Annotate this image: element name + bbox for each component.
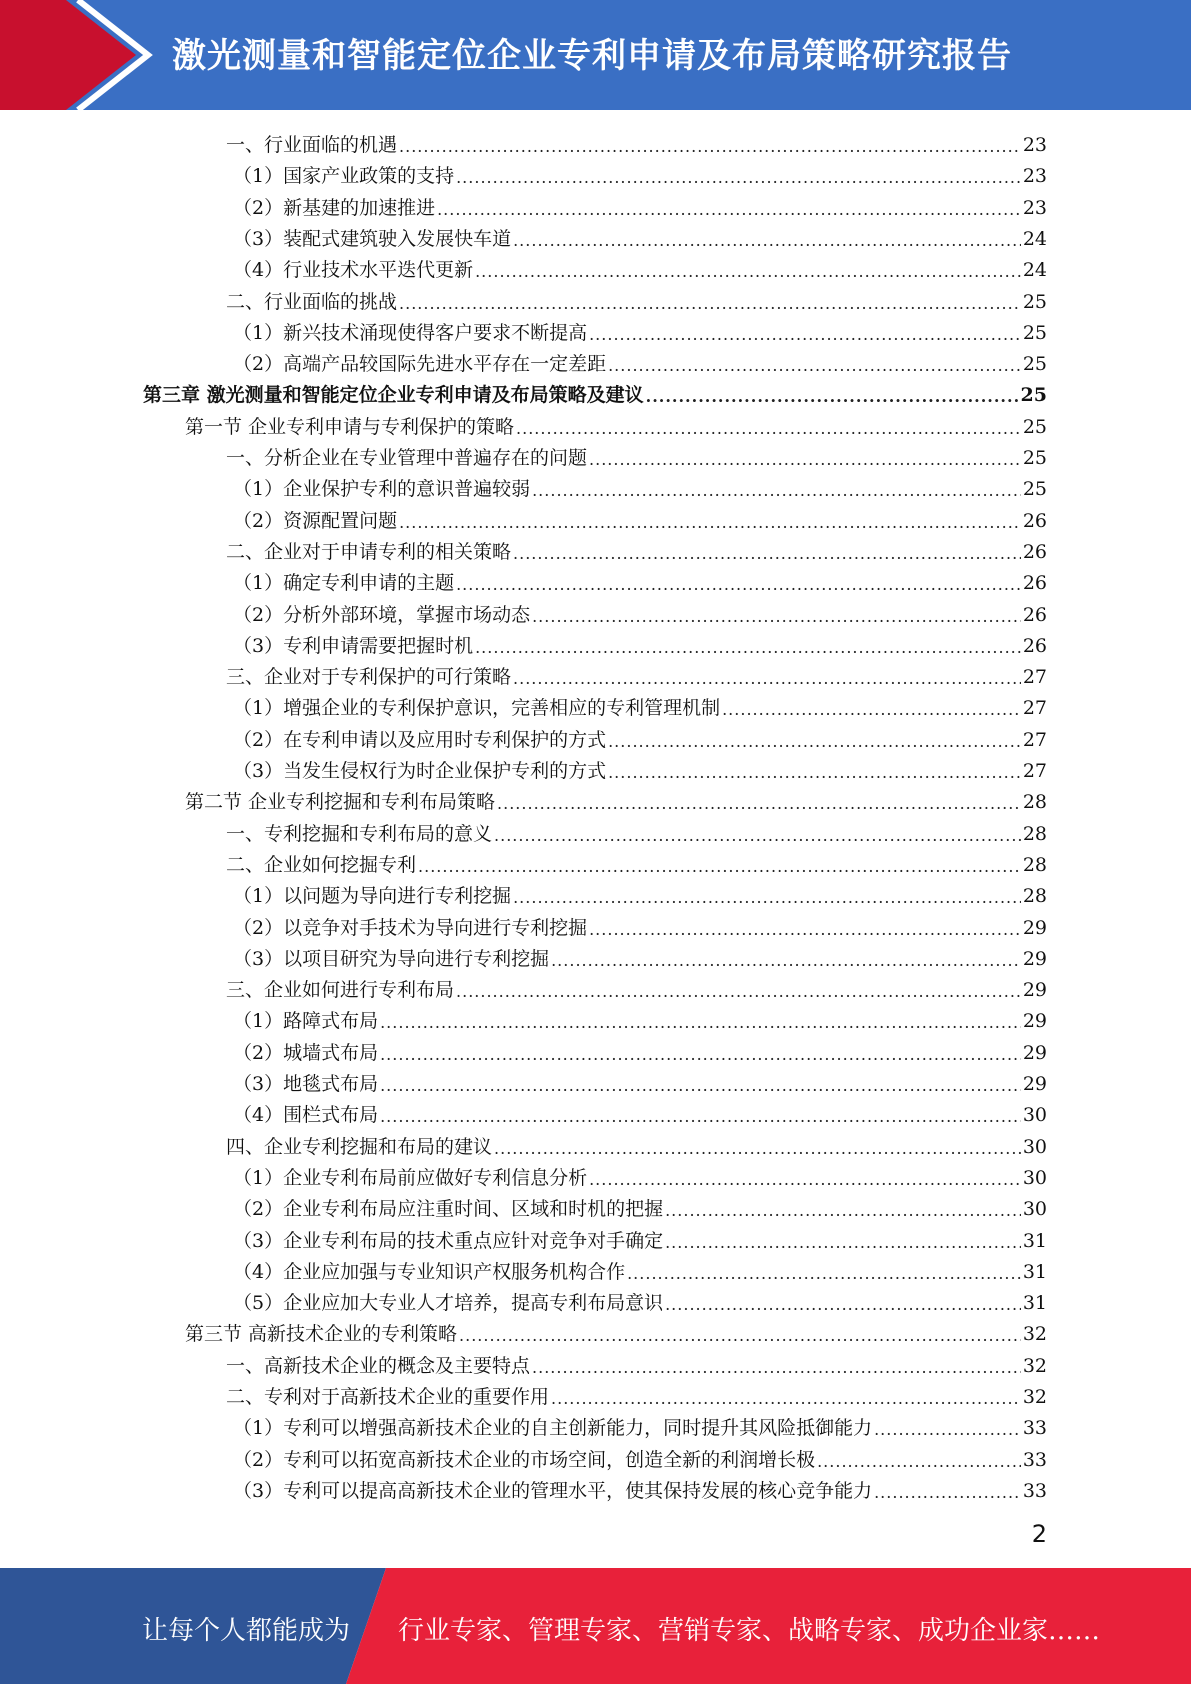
toc-leader-dots	[608, 762, 1021, 784]
toc-entry-title: 二、企业对于申请专利的相关策略	[226, 540, 512, 563]
toc-entry[interactable]	[226, 127, 1047, 158]
toc-entry[interactable]	[226, 847, 1047, 878]
toc-entry-title: 第三章 激光测量和智能定位企业专利申请及布局策略及建议	[143, 384, 644, 407]
toc-entry[interactable]	[185, 1316, 1047, 1347]
toc-leader-dots	[589, 919, 1021, 941]
toc-chapter-entry[interactable]	[143, 377, 1047, 408]
toc-leader-dots	[399, 293, 1021, 315]
toc-entry-page: 25	[1022, 321, 1047, 344]
toc-entry[interactable]	[233, 597, 1047, 628]
toc-leader-dots	[532, 606, 1021, 628]
toc-entry[interactable]	[233, 190, 1047, 221]
toc-entry[interactable]	[226, 534, 1047, 565]
toc-entry-title: 第二节 企业专利挖掘和专利布局策略	[185, 791, 496, 814]
toc-leader-dots	[551, 950, 1021, 972]
toc-entry[interactable]	[233, 1254, 1047, 1285]
toc-entry-title: （2）企业专利布局应注重时间、区域和时机的把握	[233, 1198, 664, 1221]
toc-leader-dots	[874, 1419, 1021, 1441]
toc-entry[interactable]	[233, 1191, 1047, 1222]
toc-entry[interactable]	[226, 972, 1047, 1003]
toc-entry-page: 25	[1020, 384, 1047, 407]
toc-entry[interactable]	[233, 1442, 1047, 1473]
toc-entry-page: 31	[1022, 1292, 1047, 1315]
toc-leader-dots	[380, 1044, 1021, 1066]
toc-leader-dots	[418, 856, 1021, 878]
toc-leader-dots	[532, 1357, 1021, 1379]
toc-entry-title: 三、企业对于专利保护的可行策略	[226, 666, 512, 689]
toc-entry[interactable]	[233, 315, 1047, 346]
toc-leader-dots	[874, 1482, 1021, 1504]
toc-entry[interactable]	[185, 784, 1047, 815]
toc-leader-dots	[608, 731, 1021, 753]
toc-entry[interactable]	[233, 1003, 1047, 1034]
toc-entry-title: （4）行业技术水平迭代更新	[233, 259, 474, 282]
toc-entry[interactable]	[233, 565, 1047, 596]
toc-entry[interactable]	[233, 753, 1047, 784]
toc-entry-title: （5）企业应加大专业人才培养，提高专利布局意识	[233, 1292, 664, 1315]
toc-leader-dots	[665, 1294, 1021, 1316]
toc-entry-page: 27	[1022, 697, 1047, 720]
toc-entry-title: （3）以项目研究为导向进行专利挖掘	[233, 947, 550, 970]
toc-entry-page: 27	[1022, 728, 1047, 751]
toc-leader-dots	[456, 167, 1021, 189]
toc-entry-title: （3）专利申请需要把握时机	[233, 634, 474, 657]
toc-entry-title: 四、企业专利挖掘和布局的建议	[226, 1135, 493, 1158]
toc-entry[interactable]	[233, 628, 1047, 659]
toc-entry-title: 一、行业面临的机遇	[226, 134, 398, 156]
toc-leader-dots	[589, 449, 1021, 471]
toc-leader-dots	[513, 668, 1021, 690]
toc-leader-dots	[399, 512, 1021, 534]
toc-entry-title: （1）路障式布局	[233, 1010, 379, 1033]
toc-entry-page: 27	[1022, 760, 1047, 782]
toc-entry-page: 25	[1022, 353, 1047, 376]
toc-entry-page: 31	[1022, 1229, 1047, 1252]
toc-entry-title: 第三节 高新技术企业的专利策略	[185, 1323, 458, 1346]
toc-entry[interactable]	[233, 878, 1047, 909]
toc-entry[interactable]	[233, 1160, 1047, 1191]
toc-entry-page: 32	[1022, 1386, 1047, 1408]
toc-entry-page: 29	[1022, 947, 1047, 970]
toc-entry[interactable]	[233, 1285, 1047, 1316]
toc-entry-page: 29	[1022, 1010, 1047, 1033]
toc-leader-dots	[399, 136, 1021, 158]
toc-entry-title: 第一节 企业专利申请与专利保护的策略	[185, 415, 515, 438]
toc-entry-title: （1）新兴技术涌现使得客户要求不断提高	[233, 321, 588, 344]
toc-entry[interactable]	[233, 1410, 1047, 1441]
toc-leader-dots	[475, 637, 1021, 659]
toc-entry-page: 24	[1022, 259, 1047, 282]
toc-entry[interactable]	[233, 346, 1047, 377]
page-number: 2	[1031, 1520, 1047, 1548]
toc-entry[interactable]	[226, 440, 1047, 471]
toc-leader-dots	[456, 574, 1021, 596]
toc-leader-dots	[494, 825, 1021, 847]
toc-entry[interactable]	[233, 158, 1047, 189]
page-header	[0, 0, 1191, 110]
toc-entry[interactable]	[226, 284, 1047, 315]
toc-entry[interactable]	[233, 1035, 1047, 1066]
toc-entry[interactable]	[226, 816, 1047, 847]
toc-leader-dots	[608, 355, 1021, 377]
toc-entry[interactable]	[226, 1129, 1047, 1160]
toc-leader-dots	[459, 1325, 1021, 1347]
toc-entry-page: 26	[1022, 634, 1047, 657]
toc-entry-title: （4）企业应加强与专业知识产权服务机构合作	[233, 1260, 626, 1283]
toc-entry-page: 26	[1022, 540, 1047, 563]
toc-entry[interactable]	[233, 1066, 1047, 1097]
report-title: 激光测量和智能定位企业专利申请及布局策略研究报告	[172, 36, 1012, 76]
toc-entry-page: 27	[1022, 666, 1047, 689]
toc-entry-page: 33	[1022, 1448, 1047, 1471]
toc-entry-page: 30	[1022, 1166, 1047, 1189]
toc-leader-dots	[437, 199, 1021, 221]
toc-leader-dots	[665, 1200, 1021, 1222]
toc-leader-dots	[456, 981, 1021, 1003]
toc-entry[interactable]	[233, 252, 1047, 283]
toc-leader-dots	[513, 543, 1021, 565]
toc-entry-title: （3）地毯式布局	[233, 1073, 379, 1095]
toc-entry[interactable]	[233, 221, 1047, 252]
toc-leader-dots	[551, 1388, 1021, 1410]
toc-entry-page: 28	[1022, 791, 1047, 814]
toc-entry-title: 二、企业如何挖掘专利	[226, 853, 417, 876]
toc-entry-page: 28	[1022, 885, 1047, 908]
toc-leader-dots	[380, 1106, 1021, 1128]
toc-entry-page: 25	[1022, 290, 1047, 313]
toc-entry-title: 一、分析企业在专业管理中普遍存在的问题	[226, 447, 588, 469]
toc-leader-dots	[722, 699, 1021, 721]
toc-leader-dots	[513, 887, 1021, 909]
toc-entry-title: （1）企业专利布局前应做好专利信息分析	[233, 1166, 588, 1189]
toc-entry-title: （2）专利可以拓宽高新技术企业的市场空间，创造全新的利润增长极	[233, 1448, 816, 1471]
toc-entry-title: （2）新基建的加速推进	[233, 196, 436, 219]
toc-entry-page: 23	[1022, 134, 1047, 156]
toc-entry-title: 二、行业面临的挑战	[226, 290, 398, 313]
toc-entry-page: 28	[1022, 853, 1047, 876]
toc-leader-dots	[380, 1075, 1021, 1097]
toc-entry[interactable]	[233, 910, 1047, 941]
toc-entry-title: 一、高新技术企业的概念及主要特点	[226, 1354, 531, 1377]
toc-entry[interactable]	[233, 1223, 1047, 1254]
toc-leader-dots	[494, 1138, 1021, 1160]
toc-entry-title: （1）专利可以增强高新技术企业的自主创新能力，同时提升其风险抵御能力	[233, 1417, 873, 1440]
toc-entry[interactable]	[226, 1379, 1047, 1410]
toc-entry-title: （2）资源配置问题	[233, 509, 398, 532]
toc-entry-page: 29	[1022, 1041, 1047, 1064]
toc-entry-page: 32	[1022, 1323, 1047, 1346]
toc-entry-title: （1）企业保护专利的意识普遍较弱	[233, 478, 531, 501]
toc-entry-title: （3）企业专利布局的技术重点应针对竞争对手确定	[233, 1229, 664, 1252]
toc-leader-dots	[513, 230, 1021, 252]
toc-leader-dots	[589, 324, 1021, 346]
toc-leader-dots	[380, 1012, 1021, 1034]
toc-entry-title: （1）国家产业政策的支持	[233, 165, 455, 188]
toc-entry[interactable]	[233, 722, 1047, 753]
toc-entry[interactable]	[233, 941, 1047, 972]
toc-entry-title: 一、专利挖掘和专利布局的意义	[226, 822, 493, 845]
toc-entry[interactable]	[233, 471, 1047, 502]
toc-leader-dots	[817, 1451, 1021, 1473]
toc-entry-title: （3）当发生侵权行为时企业保护专利的方式	[233, 760, 607, 782]
toc-entry-page: 29	[1022, 1073, 1047, 1095]
toc-entry-page: 25	[1022, 478, 1047, 501]
footer-slogan-right: 行业专家、管理专家、营销专家、战略专家、成功企业家……	[398, 1616, 1101, 1646]
toc-entry-page: 30	[1022, 1198, 1047, 1221]
toc-entry[interactable]	[233, 1097, 1047, 1128]
toc-leader-dots	[475, 261, 1021, 283]
toc-entry-page: 29	[1022, 979, 1047, 1002]
toc-entry[interactable]	[233, 1473, 1047, 1504]
toc-entry-title: （2）城墙式布局	[233, 1041, 379, 1064]
toc-entry-page: 24	[1022, 227, 1047, 250]
toc-leader-dots	[646, 386, 1019, 408]
toc-entry-page: 28	[1022, 822, 1047, 845]
toc-entry-page: 31	[1022, 1260, 1047, 1283]
toc-entry-title: （2）以竞争对手技术为导向进行专利挖掘	[233, 916, 588, 939]
toc-entry[interactable]	[226, 659, 1047, 690]
toc-leader-dots	[589, 1169, 1021, 1191]
toc-entry-title: （3）专利可以提高高新技术企业的管理水平，使其保持发展的核心竞争能力	[233, 1479, 873, 1502]
toc-entry-page: 25	[1022, 415, 1047, 438]
toc-entry[interactable]	[233, 503, 1047, 534]
toc-entry-page: 30	[1022, 1104, 1047, 1127]
toc-entry-title: 三、企业如何进行专利布局	[226, 979, 455, 1002]
toc-entry-page: 29	[1022, 916, 1047, 939]
toc-entry-page: 26	[1022, 572, 1047, 595]
toc-entry-page: 33	[1022, 1479, 1047, 1502]
toc-entry-page: 25	[1022, 447, 1047, 469]
toc-leader-dots	[516, 418, 1021, 440]
toc-entry-page: 23	[1022, 196, 1047, 219]
toc-entry-title: （4）围栏式布局	[233, 1104, 379, 1127]
toc-entry-title: （1）增强企业的专利保护意识，完善相应的专利管理机制	[233, 697, 721, 720]
toc-entry-page: 30	[1022, 1135, 1047, 1158]
toc-entry-page: 32	[1022, 1354, 1047, 1377]
toc-entry-title: 二、专利对于高新技术企业的重要作用	[226, 1386, 550, 1408]
toc-entry-title: （2）在专利申请以及应用时专利保护的方式	[233, 728, 607, 751]
toc-entry[interactable]	[226, 1348, 1047, 1379]
toc-entry[interactable]	[185, 409, 1047, 440]
footer-slogan-left: 让每个人都能成为	[142, 1616, 351, 1646]
toc-entry-title: （1）确定专利申请的主题	[233, 572, 455, 595]
toc-leader-dots	[497, 793, 1021, 815]
toc-leader-dots	[627, 1263, 1021, 1285]
toc-entry-title: （2）分析外部环境，掌握市场动态	[233, 603, 531, 626]
toc-entry-page: 23	[1022, 165, 1047, 188]
toc-entry-title: （1）以问题为导向进行专利挖掘	[233, 885, 512, 908]
toc-leader-dots	[665, 1232, 1021, 1254]
toc-entry[interactable]	[233, 690, 1047, 721]
toc-leader-dots	[532, 480, 1021, 502]
toc-entry-title: （3）装配式建筑驶入发展快车道	[233, 227, 512, 250]
toc-entry-page: 26	[1022, 509, 1047, 532]
toc-entry-page: 26	[1022, 603, 1047, 626]
toc-entry-page: 33	[1022, 1417, 1047, 1440]
page-footer	[0, 1568, 1191, 1684]
toc-entry-title: （2）高端产品较国际先进水平存在一定差距	[233, 353, 607, 376]
